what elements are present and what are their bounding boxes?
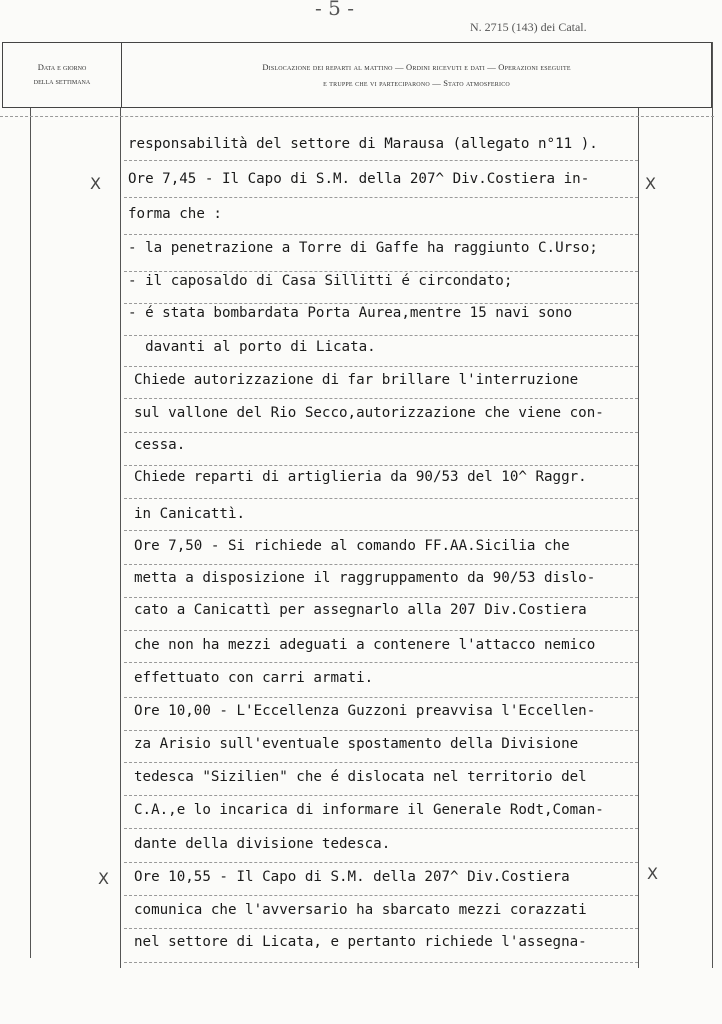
body-line: - é stata bombardata Porta Aurea,mentre 15 navi sono [128, 305, 573, 321]
guide-line [124, 564, 638, 565]
body-line: comunica che l'avversario ha sbarcato mezzi corazzati [134, 902, 587, 918]
guide-line [124, 862, 638, 863]
body-line: dante della divisione tedesca. [134, 836, 391, 852]
body-line: za Arisio sull'eventuale spostamento della Divisione [134, 736, 579, 752]
body-line: che non ha mezzi adeguati a contenere l'attacco nemico [134, 637, 596, 653]
column-header [2, 42, 712, 108]
guide-line [124, 762, 638, 763]
body-line: responsabilità del settore di Marausa (allegato n°11 ). [128, 136, 598, 152]
body-line: davanti al porto di Licata. [128, 339, 376, 355]
margin-x-mark: X [90, 174, 101, 193]
body-line: - il caposaldo di Casa Sillitti é circondato; [128, 273, 513, 289]
margin-rule-date [120, 108, 121, 968]
guide-line [124, 234, 638, 235]
body-line: - la penetrazione a Torre di Gaffe ha raggiunto C.Urso; [128, 240, 598, 256]
body-line: in Canicattì. [134, 506, 246, 522]
page-number: - 5 - [315, 0, 354, 20]
guide-line [124, 197, 638, 198]
body-line: forma che : [128, 206, 222, 222]
body-line: cato a Canicattì per assegnarlo alla 207 Div.Costiera [134, 602, 587, 618]
catalog-reference: N. 2715 (143) dei Catal. [470, 20, 587, 34]
guide-line [124, 630, 638, 631]
guide-line [124, 530, 638, 531]
guide-line [124, 697, 638, 698]
margin-x-mark: X [647, 864, 658, 883]
body-line: cessa. [134, 437, 186, 453]
body-line: nel settore di Licata, e pertanto richiede l'assegna- [134, 934, 587, 950]
guide-line [124, 828, 638, 829]
body-line: Ore 10,55 - Il Capo di S.M. della 207^ Div.Costiera [134, 869, 570, 885]
guide-line [124, 597, 638, 598]
header-description-line-1: Dislocazione dei reparti al mattino — Ordini ricevuti e dati — Operazioni eseguite [262, 61, 571, 72]
body-line: Chiede autorizzazione di far brillare l'interruzione [134, 372, 579, 388]
page-edge-rule [712, 42, 713, 968]
guide-line [124, 730, 638, 731]
guide-line [0, 116, 714, 117]
header-date-line-2: della settimana [33, 76, 91, 86]
guide-line [124, 432, 638, 433]
body-line: metta a disposizione il raggruppamento da 90/53 dislo- [134, 570, 596, 586]
guide-line [124, 498, 638, 499]
body-line: tedesca "Sizilien" che é dislocata nel territorio del [134, 769, 587, 785]
header-date-column [3, 43, 122, 107]
margin-rule-right [638, 108, 639, 968]
guide-line [124, 795, 638, 796]
guide-line [124, 271, 638, 272]
guide-line [124, 303, 638, 304]
guide-line [124, 662, 638, 663]
body-line: C.A.,e lo incarica di informare il Generale Rodt,Coman- [134, 802, 604, 818]
body-line: Chiede reparti di artiglieria da 90/53 del 10^ Raggr. [134, 469, 587, 485]
guide-line [124, 366, 638, 367]
body-line: Ore 10,00 - L'Eccellenza Guzzoni preavvisa l'Eccellen- [134, 703, 596, 719]
body-line: sul vallone del Rio Secco,autorizzazione che viene con- [134, 405, 604, 421]
guide-line [124, 160, 638, 161]
guide-line [124, 398, 638, 399]
body-line: Ore 7,50 - Si richiede al comando FF.AA.Sicilia che [134, 538, 570, 554]
guide-line [124, 928, 638, 929]
header-description-line-2: e truppe che vi parteciparono — Stato atmosferico [323, 78, 510, 88]
guide-line [124, 962, 638, 963]
body-line: effettuato con carri armati. [134, 670, 374, 686]
guide-line [124, 335, 638, 336]
margin-x-mark: X [98, 869, 109, 888]
guide-line [124, 895, 638, 896]
margin-rule-left [30, 108, 31, 958]
header-date-line-1: Data e giorno [37, 62, 87, 73]
margin-x-mark: X [645, 174, 656, 193]
guide-line [124, 465, 638, 466]
header-description-column [122, 43, 711, 107]
body-line: Ore 7,45 - Il Capo di S.M. della 207^ Div.Costiera in- [128, 171, 590, 187]
